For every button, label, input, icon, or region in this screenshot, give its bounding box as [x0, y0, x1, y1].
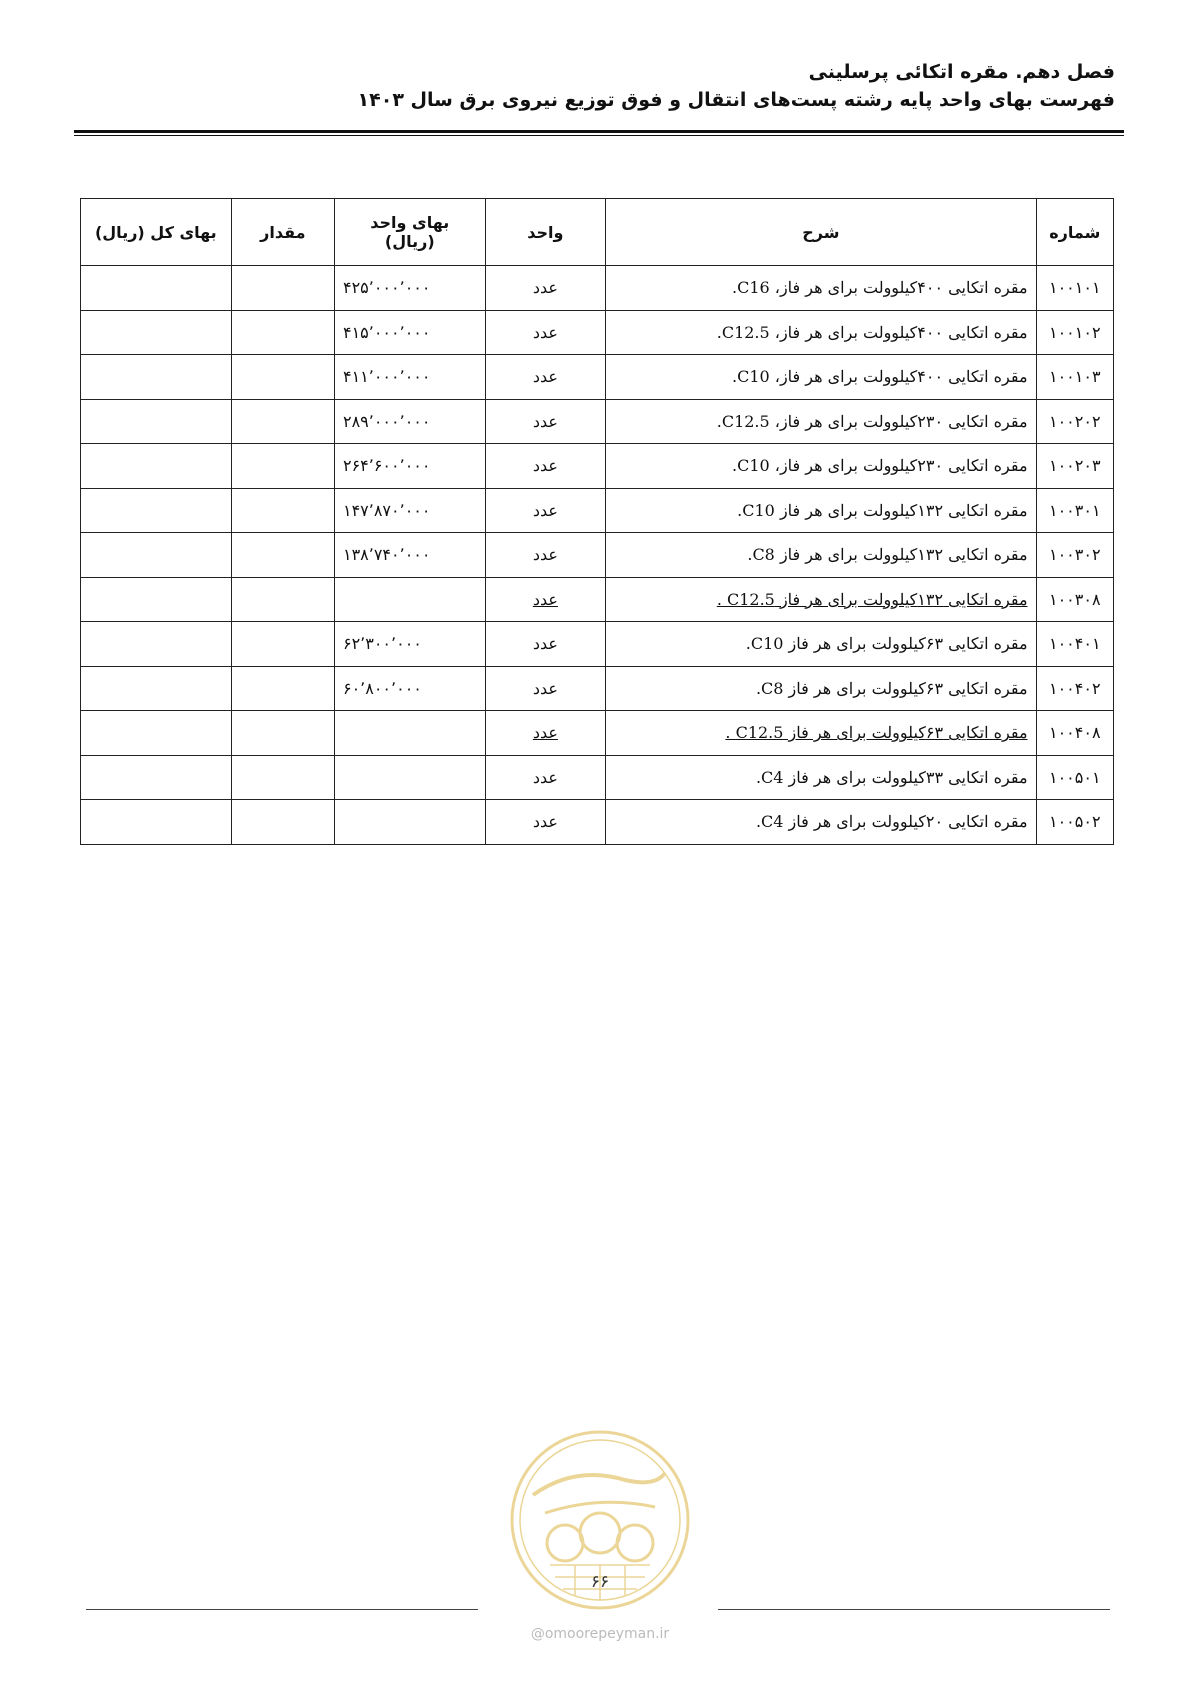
website-link[interactable]: @omoorepeyman.ir [530, 1626, 670, 1642]
table-row [81, 444, 1114, 489]
table-row [81, 755, 1114, 800]
table-row [81, 355, 1114, 400]
cell-unit: عدد [485, 488, 606, 533]
table-row [81, 711, 1114, 756]
footer-rule-right [718, 1609, 1110, 1610]
cell-unit-price: ۲۸۹٬۰۰۰٬۰۰۰ [334, 399, 485, 444]
price-list-table [80, 198, 1114, 845]
table-row [81, 577, 1114, 622]
cell-quantity [231, 533, 334, 578]
cell-description: مقره اتکایی ۲۰کیلوولت برای هر فاز C4. [606, 800, 1036, 845]
cell-description: مقره اتکایی ۳۳کیلوولت برای هر فاز C4. [606, 755, 1036, 800]
cell-description: مقره اتکایی ۲۳۰کیلوولت برای هر فاز، C12.5. [606, 399, 1036, 444]
page-number: ۶۶ [590, 1572, 610, 1592]
chapter-title: فصل دهم. مقره اتکائی پرسلینی [808, 61, 1115, 83]
cell-unit-price: ۴۱۵٬۰۰۰٬۰۰۰ [334, 310, 485, 355]
cell-quantity [231, 711, 334, 756]
cell-quantity [231, 310, 334, 355]
header-rule-thick [74, 130, 1124, 133]
table-body [81, 266, 1114, 845]
cell-total-price [81, 711, 232, 756]
header-rule-thin [74, 135, 1124, 136]
cell-total-price [81, 622, 232, 667]
table-row [81, 622, 1114, 667]
cell-unit-price: ۶۰٬۸۰۰٬۰۰۰ [334, 666, 485, 711]
cell-total-price [81, 533, 232, 578]
col-header-unit: واحد [485, 199, 606, 266]
col-header-quantity: مقدار [231, 199, 334, 266]
page-header [65, 58, 1115, 114]
cell-code: ۱۰۰۵۰۲ [1036, 800, 1113, 845]
col-header-description: شرح [606, 199, 1036, 266]
cell-code: ۱۰۰۲۰۲ [1036, 399, 1113, 444]
cell-quantity [231, 800, 334, 845]
cell-total-price [81, 266, 232, 311]
cell-unit: عدد [485, 355, 606, 400]
cell-unit: عدد [485, 666, 606, 711]
cell-unit: عدد [485, 399, 606, 444]
cell-code: ۱۰۰۳۰۱ [1036, 488, 1113, 533]
footer-rule-left [86, 1609, 478, 1610]
cell-description: مقره اتکایی ۶۳کیلوولت برای هر فاز C10. [606, 622, 1036, 667]
cell-unit-price [334, 800, 485, 845]
cell-unit: عدد [485, 266, 606, 311]
cell-total-price [81, 488, 232, 533]
cell-description: مقره اتکایی ۴۰۰کیلوولت برای هر فاز، C16. [606, 266, 1036, 311]
cell-quantity [231, 755, 334, 800]
cell-description: مقره اتکایی ۱۳۲کیلوولت برای هر فاز C10. [606, 488, 1036, 533]
table-row [81, 310, 1114, 355]
col-header-total-price: بهای کل (ریال) [81, 199, 232, 266]
cell-code: ۱۰۰۱۰۲ [1036, 310, 1113, 355]
cell-unit-price [334, 755, 485, 800]
cell-total-price [81, 755, 232, 800]
cell-total-price [81, 577, 232, 622]
cell-description: مقره اتکایی ۱۳۲کیلوولت برای هر فاز C8. [606, 533, 1036, 578]
cell-unit: عدد [485, 577, 606, 622]
cell-total-price [81, 666, 232, 711]
cell-unit-price [334, 711, 485, 756]
cell-unit-price [334, 577, 485, 622]
table-row [81, 266, 1114, 311]
cell-unit: عدد [485, 711, 606, 756]
cell-code: ۱۰۰۴۰۲ [1036, 666, 1113, 711]
col-header-code: شماره [1036, 199, 1113, 266]
cell-code: ۱۰۰۱۰۱ [1036, 266, 1113, 311]
cell-description: مقره اتکایی ۴۰۰کیلوولت برای هر فاز، C10. [606, 355, 1036, 400]
table-row [81, 666, 1114, 711]
cell-unit: عدد [485, 800, 606, 845]
cell-code: ۱۰۰۳۰۸ [1036, 577, 1113, 622]
cell-quantity [231, 488, 334, 533]
table-row [81, 488, 1114, 533]
cell-quantity [231, 577, 334, 622]
cell-quantity [231, 266, 334, 311]
cell-code: ۱۰۰۴۰۸ [1036, 711, 1113, 756]
cell-description: مقره اتکایی ۶۳کیلوولت برای هر فاز C12.5 . [606, 711, 1036, 756]
cell-quantity [231, 355, 334, 400]
cell-unit-price: ۴۲۵٬۰۰۰٬۰۰۰ [334, 266, 485, 311]
cell-total-price [81, 310, 232, 355]
cell-quantity [231, 666, 334, 711]
cell-unit: عدد [485, 622, 606, 667]
cell-unit: عدد [485, 533, 606, 578]
cell-code: ۱۰۰۲۰۳ [1036, 444, 1113, 489]
table-row [81, 800, 1114, 845]
document-subtitle: فهرست بهای واحد پایه رشته پست‌های انتقال و فوق توزیع نیروی برق سال ۱۴۰۳ [357, 89, 1115, 111]
table-row [81, 533, 1114, 578]
cell-unit: عدد [485, 444, 606, 489]
cell-unit-price: ۱۳۸٬۷۴۰٬۰۰۰ [334, 533, 485, 578]
table-row [81, 399, 1114, 444]
col-header-unit-price: بهای واحد (ریال) [334, 199, 485, 266]
cell-code: ۱۰۰۱۰۳ [1036, 355, 1113, 400]
cell-total-price [81, 444, 232, 489]
cell-unit: عدد [485, 310, 606, 355]
cell-quantity [231, 444, 334, 489]
table-header-row [81, 199, 1114, 266]
cell-description: مقره اتکایی ۴۰۰کیلوولت برای هر فاز، C12.5. [606, 310, 1036, 355]
cell-unit-price: ۶۲٬۳۰۰٬۰۰۰ [334, 622, 485, 667]
cell-description: مقره اتکایی ۲۳۰کیلوولت برای هر فاز، C10. [606, 444, 1036, 489]
cell-unit-price: ۴۱۱٬۰۰۰٬۰۰۰ [334, 355, 485, 400]
cell-description: مقره اتکایی ۶۳کیلوولت برای هر فاز C8. [606, 666, 1036, 711]
cell-total-price [81, 355, 232, 400]
cell-unit-price: ۲۶۴٬۶۰۰٬۰۰۰ [334, 444, 485, 489]
cell-total-price [81, 399, 232, 444]
cell-total-price [81, 800, 232, 845]
cell-code: ۱۰۰۳۰۲ [1036, 533, 1113, 578]
cell-code: ۱۰۰۴۰۱ [1036, 622, 1113, 667]
cell-unit: عدد [485, 755, 606, 800]
cell-quantity [231, 399, 334, 444]
cell-description: مقره اتکایی ۱۳۲کیلوولت برای هر فاز C12.5 . [606, 577, 1036, 622]
cell-unit-price: ۱۴۷٬۸۷۰٬۰۰۰ [334, 488, 485, 533]
cell-code: ۱۰۰۵۰۱ [1036, 755, 1113, 800]
cell-quantity [231, 622, 334, 667]
